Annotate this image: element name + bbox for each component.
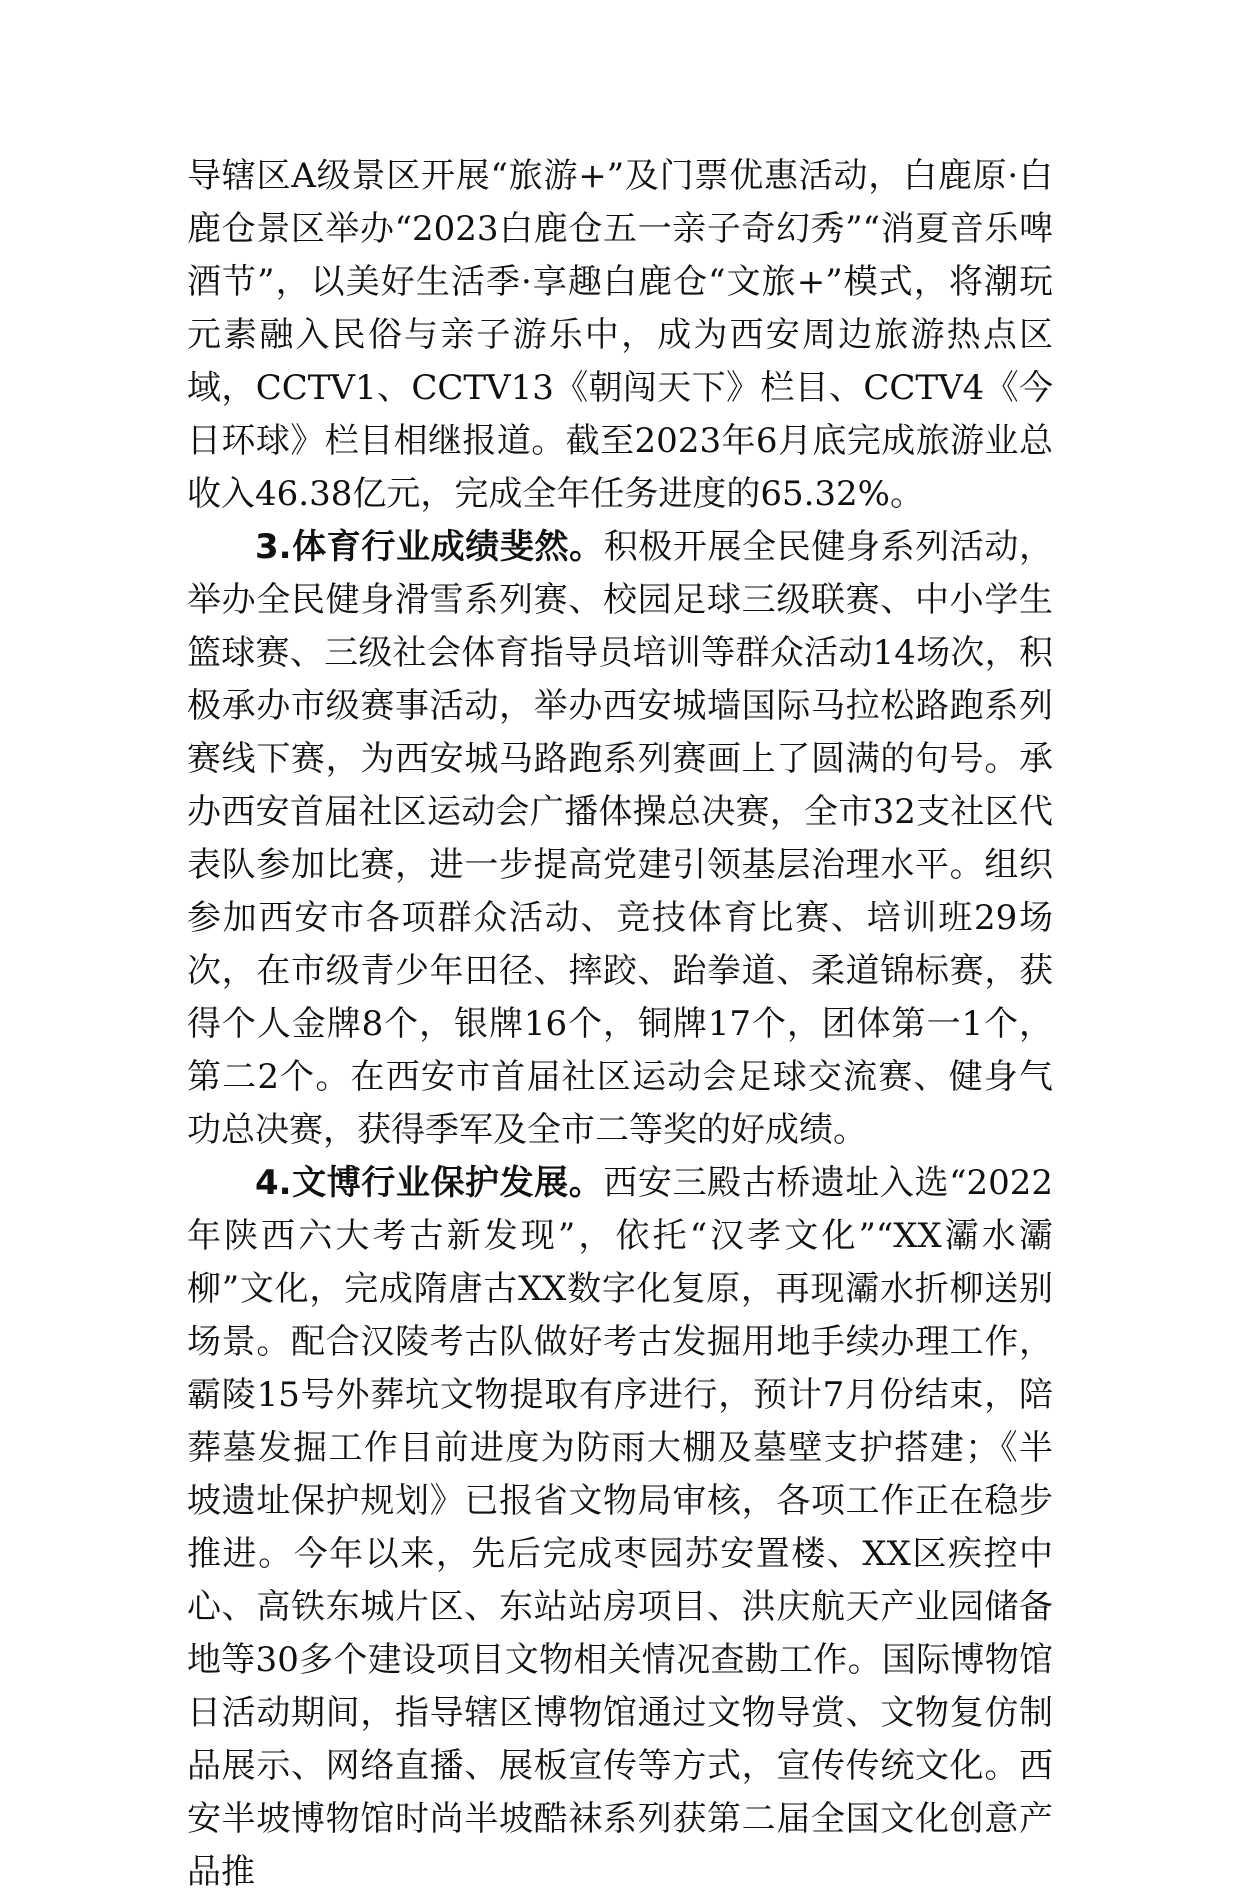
paragraph-sports [187,521,1053,1157]
section-heading-sports: 3.体育行业成绩斐然。 [255,527,604,567]
document-page [187,150,1053,1899]
paragraph-text: 积极开展全民健身系列活动，举办全民健身滑雪系列赛、校园足球三级联赛、中小学生篮球赛、三级社会体育指导员培训等群众活动14场次，积极承办市级赛事活动，举办西安城墙国际马拉松路跑系列赛线下赛，为西安城马路跑系列赛画上了圆满的句号。承办西安首届社区运动会广播体操总决赛，全市32支社区代表队参加比赛，进一步提高党建引领基层治理水平。组织参加西安市各项群众活动、竞技体育比赛、培训班29场次，在市级青少年田径、摔跤、跆拳道、柔道锦标赛，获得个人金牌8个，银牌16个，铜牌17个，团体第一1个，第二2个。在西安市首届社区运动会足球交流赛、健身气功总决赛，获得季军及全市二等奖的好成绩。 [187,527,1054,1150]
paragraph-cultural-relics [187,1157,1053,1899]
paragraph-text: 导辖区A级景区开展“旅游+”及门票优惠活动，白鹿原·白鹿仓景区举办“2023白鹿仓五一亲子奇幻秀”“消夏音乐啤酒节”，以美好生活季·享趣白鹿仓“文旅+”模式，将潮玩元素融入民俗与亲子游乐中，成为西安周边旅游热点区域，CCTV1、CCTV13《朝闯天下》栏目、CCTV4《今日环球》栏目相继报道。截至2023年6月底完成旅游业总收入46.38亿元，完成全年任务进度的65.32%。 [187,156,1053,514]
paragraph-text: 西安三殿古桥遗址入选“2022年陕西六大考古新发现”，依托“汉孝文化”“XX灞水灞柳”文化，完成隋唐古XX数字化复原，再现灞水折柳送别场景。配合汉陵考古队做好考古发掘用地手续办理工作，霸陵15号外葬坑文物提取有序进行，预计7月份结束，陪葬墓发掘工作目前进度为防雨大棚及墓壁支护搭建；《半坡遗址保护规划》已报省文物局审核，各项工作正在稳步推进。今年以来，先后完成枣园苏安置楼、XX区疾控中心、高铁东城片区、东站站房项目、洪庆航天产业园储备地等30多个建设项目文物相关情况查勘工作。国际博物馆日活动期间，指导辖区博物馆通过文物导赏、文物复仿制品展示、网络直播、展板宣传等方式，宣传传统文化。西安半坡博物馆时尚半坡酷袜系列获第二届全国文化创意产品推 [187,1163,1053,1892]
section-heading-cultural-relics: 4.文博行业保护发展。 [255,1163,604,1203]
paragraph-tourism-continued [187,150,1053,521]
